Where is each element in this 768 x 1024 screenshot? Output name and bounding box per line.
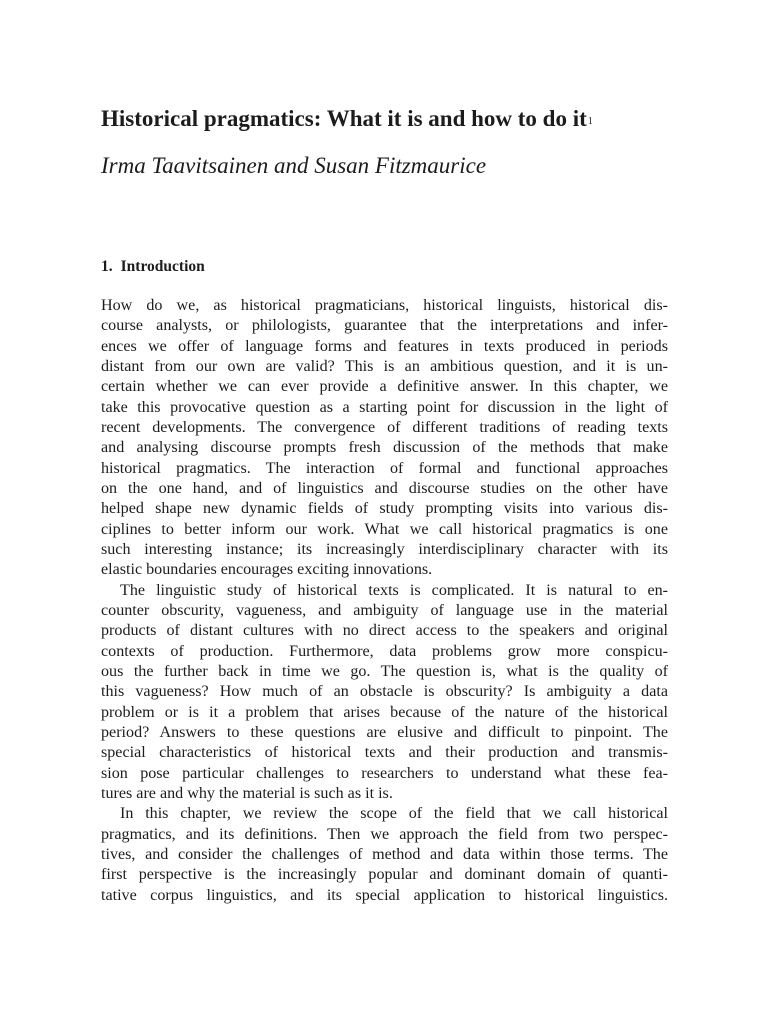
text-line: problem or is it a problem that arises because of the nature of the historical	[101, 703, 668, 721]
text-line: tives, and consider the challenges of method and data within those terms. The	[101, 845, 668, 863]
text-line: special characteristics of historical texts and their production and transmis-	[101, 744, 668, 762]
text-line: on the one hand, and of linguistics and discourse studies on the other have	[101, 479, 668, 497]
text-line: ciplines to better inform our work. What we call historical pragmatics is one	[101, 520, 668, 538]
chapter-title	[101, 104, 701, 134]
text-line: and analysing discourse prompts fresh discussion of the methods that make	[101, 439, 668, 457]
text-line: this vagueness? How much of an obstacle is obscurity? Is ambiguity a data	[101, 683, 668, 701]
section-title: Introduction	[120, 258, 205, 275]
text-line: How do we, as historical pragmaticians, historical linguists, historical dis-	[101, 297, 668, 314]
text-line: In this chapter, we review the scope of the field that we call historical	[120, 805, 668, 823]
text-line: helped shape new dynamic fields of study prompting visits into various dis-	[101, 500, 668, 518]
text-line: The linguistic study of historical texts is complicated. It is natural to en-	[120, 581, 668, 599]
text-line: tative corpus linguistics, and its special application to historical linguistics.	[101, 886, 668, 904]
text-line: certain whether we can ever provide a definitive answer. In this chapter, we	[101, 378, 668, 396]
text-line: tures are and why the material is such as it is.	[101, 784, 393, 802]
chapter-title-text: Historical pragmatics: What it is and how to do it	[101, 106, 587, 131]
text-line: counter obscurity, vagueness, and ambiguity of language use in the material	[101, 601, 668, 619]
paragraph-1	[101, 296, 668, 581]
text-line: historical pragmatics. The interaction of formal and functional approaches	[101, 459, 668, 477]
text-line: first perspective is the increasingly popular and dominant domain of quanti-	[101, 866, 668, 884]
text-line: recent developments. The convergence of different traditions of reading texts	[101, 418, 668, 436]
text-line: take this provocative question as a starting point for discussion in the light of	[101, 398, 668, 416]
text-line: contexts of production. Furthermore, data problems grow more conspicu-	[101, 642, 668, 660]
paragraph-3	[101, 804, 668, 906]
text-line: period? Answers to these questions are elusive and difficult to pinpoint. The	[101, 723, 668, 741]
section-heading	[101, 256, 205, 278]
section-number: 1.	[101, 258, 113, 275]
text-line: pragmatics, and its definitions. Then we approach the field from two perspec-	[101, 825, 668, 843]
text-line: sion pose particular challenges to researchers to understand what these fea-	[101, 764, 668, 782]
text-line: elastic boundaries encourages exciting innovations.	[101, 561, 433, 579]
body-text	[101, 296, 668, 906]
text-line: ences we offer of language forms and features in texts produced in periods	[101, 337, 668, 355]
text-line: ous the further back in time we go. The question is, what is the quality of	[101, 662, 668, 680]
title-footnote-marker: 1	[587, 116, 593, 127]
text-line: such interesting instance; its increasingly interdisciplinary character with its	[101, 540, 668, 558]
text-line: course analysts, or philologists, guarantee that the interpretations and infer-	[101, 317, 668, 335]
text-line: distant from our own are valid? This is an ambitious question, and it is un-	[101, 357, 668, 375]
text-line: products of distant cultures with no direct access to the speakers and original	[101, 622, 668, 640]
chapter-authors: Irma Taavitsainen and Susan Fitzmaurice	[101, 153, 487, 178]
paragraph-2	[101, 581, 668, 805]
